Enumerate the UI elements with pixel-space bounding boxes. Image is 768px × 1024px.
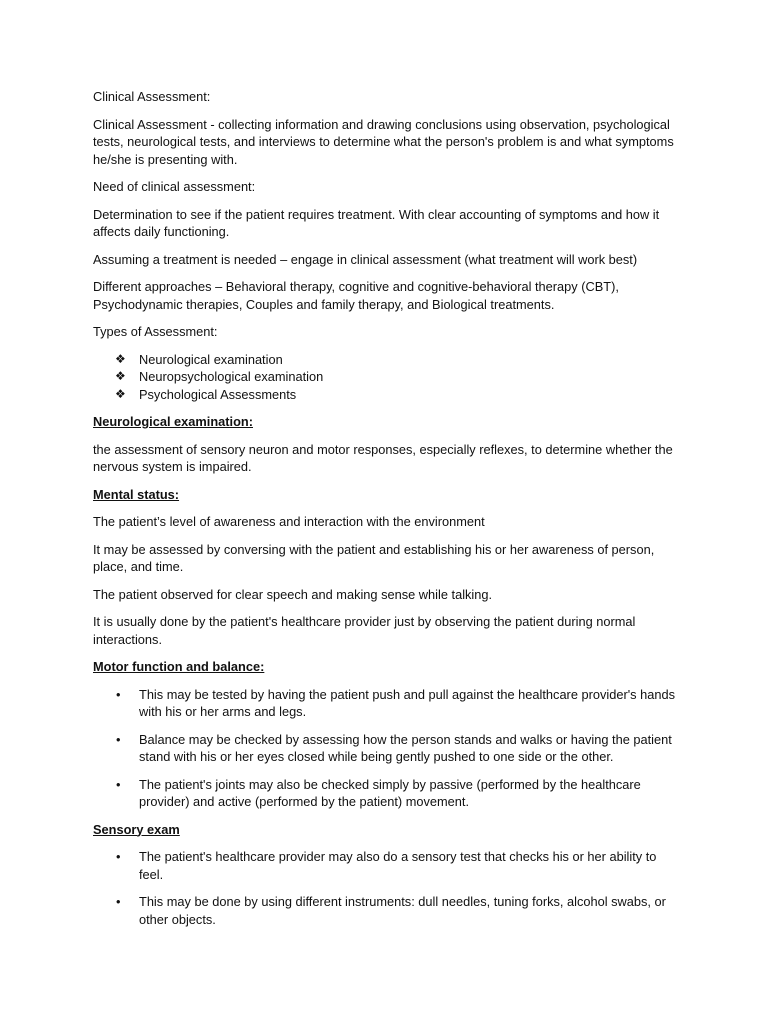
bullet-icon: • (116, 731, 121, 747)
document-body (93, 88, 683, 938)
neurological-heading: Neurological examination: (93, 414, 253, 429)
list-item (93, 386, 683, 404)
definition-paragraph: Clinical Assessment - collecting information and drawing conclusions using observation, psychological tests, neurological tests, and interviews to determine what the person's problem is and what symptoms he/she is presenting with. (93, 116, 674, 167)
motor-heading: Motor function and balance: (93, 659, 265, 674)
list-item-text: Neuropsychological examination (139, 369, 324, 384)
mental-status-paragraph: It may be assessed by conversing with the patient and establishing his or her awareness of person, place, and time. (93, 541, 655, 574)
list-item-text: The patient's joints may also be checked simply by passive (performed by the healthcare provider) and active (performed by the patient) movement. (139, 776, 641, 809)
approaches-paragraph: Different approaches – Behavioral therapy, cognitive and cognitive-behavioral therapy (CBT), Psychodynamic therapies, Couples and family therapy, and Biological treatments. (93, 279, 619, 312)
list-item (93, 686, 683, 721)
bullet-icon: • (116, 776, 121, 792)
neurological-paragraph: the assessment of sensory neuron and motor responses, especially reflexes, to determine whether the nervous system is impaired. (93, 441, 673, 474)
list-item (93, 368, 683, 386)
sensory-list (93, 848, 683, 928)
diamond-bullet-icon: ❖ (115, 386, 126, 401)
bullet-icon: • (116, 849, 121, 864)
list-item-text: Psychological Assessments (139, 386, 297, 402)
types-list (93, 351, 683, 404)
motor-list (93, 686, 683, 811)
list-item (93, 893, 683, 928)
list-item-text: This may be tested by having the patient push and pull against the healthcare provider's hands with his or her arms and legs. (139, 686, 675, 719)
sensory-heading: Sensory exam (93, 821, 180, 837)
list-item-text: Neurological examination (139, 351, 283, 367)
mental-status-heading: Mental status: (93, 486, 180, 502)
bullet-icon: • (116, 894, 121, 909)
mental-status-paragraph: It is usually done by the patient's healthcare provider just by observing the patient during normal interactions. (93, 614, 636, 647)
list-item-text: This may be done by using different instruments: dull needles, tuning forks, alcohol swabs, or other objects. (139, 894, 666, 927)
assuming-paragraph: Assuming a treatment is needed – engage in clinical assessment (what treatment will work best) (93, 251, 638, 267)
list-item (93, 776, 683, 811)
need-heading: Need of clinical assessment: (93, 179, 256, 194)
diamond-bullet-icon: ❖ (115, 351, 126, 366)
types-heading: Types of Assessment: (93, 324, 218, 339)
mental-status-paragraph: The patient observed for clear speech and making sense while talking. (93, 586, 493, 602)
list-item (93, 731, 683, 766)
need-paragraph: Determination to see if the patient requires treatment. With clear accounting of symptoms and how it affects daily functioning. (93, 206, 660, 239)
mental-status-paragraph: The patient’s level of awareness and interaction with the environment (93, 514, 485, 529)
list-item-text: Balance may be checked by assessing how the person stands and walks or having the patient stand with his or her eyes closed while being gently pushed to one side or the other. (139, 731, 672, 764)
document-title: Clinical Assessment: (93, 89, 211, 104)
diamond-bullet-icon: ❖ (115, 369, 126, 383)
list-item (93, 848, 683, 883)
bullet-icon: • (116, 686, 121, 702)
list-item-text: The patient's healthcare provider may also do a sensory test that checks his or her ability to feel. (139, 849, 657, 882)
list-item (93, 351, 683, 369)
